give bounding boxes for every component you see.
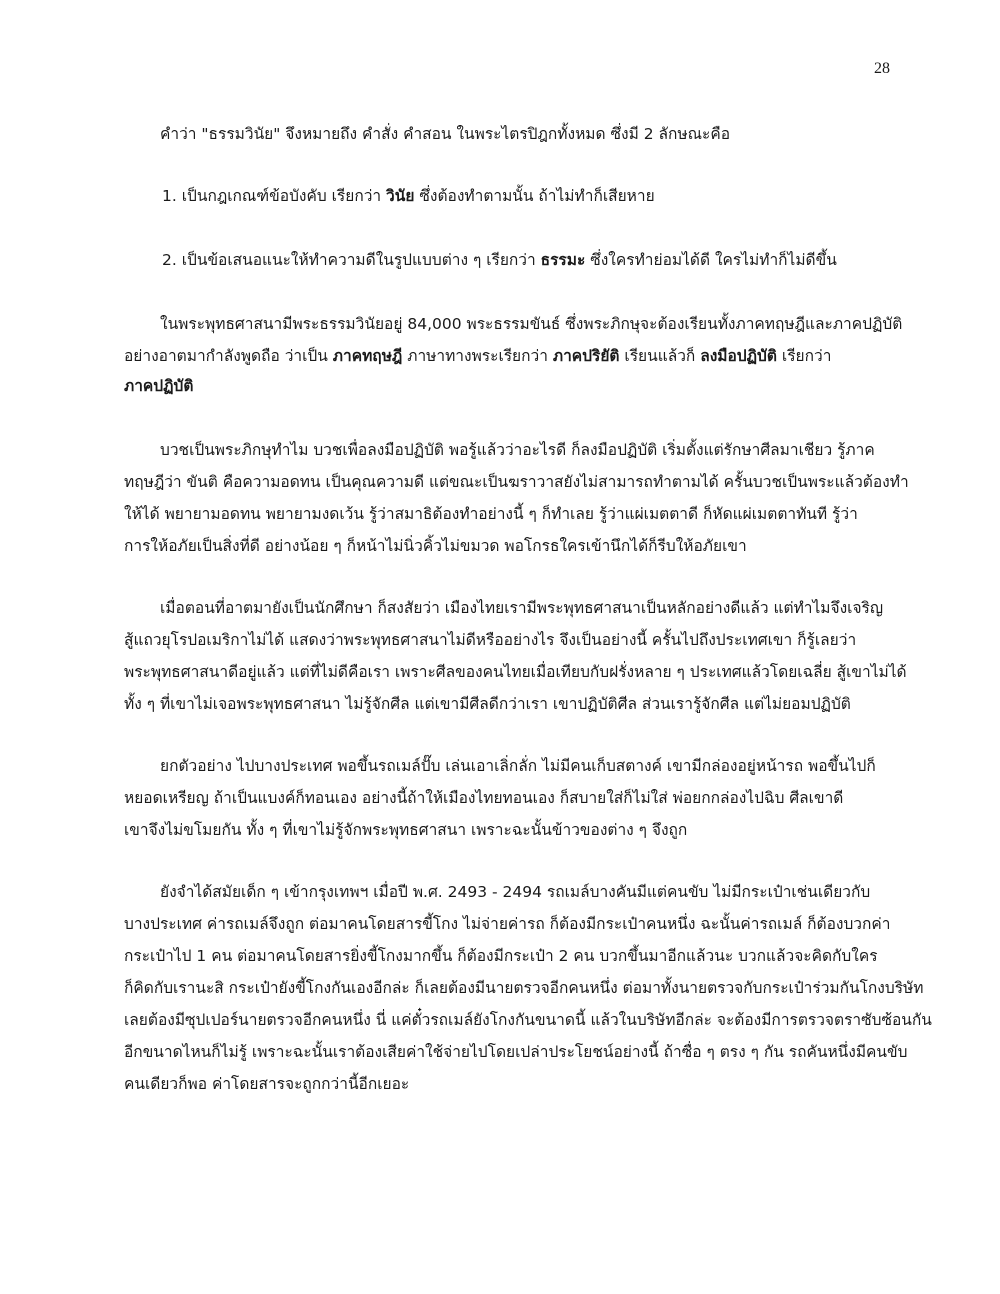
para2-line2: ทฤษฎีว่า ขันติ คือความอดทน เป็นคุณความดี แต่ขณะเป็นฆราวาสยังไม่สามารถทำตามได้ ครั้นบวชเป็นพระแล้วต้องทำ	[124, 473, 909, 491]
list-item-1-prefix: 1. เป็นกฎเกณฑ์ข้อบังคับ เรียกว่า	[162, 187, 387, 205]
page-number: 28	[874, 60, 890, 77]
para3-line1: เมื่อตอนที่อาตมายังเป็นนักศึกษา ก็สงสัยว่า เมืองไทยเรามีพระพุทธศาสนาเป็นหลักอย่างดีแล้ว แต่ทำไมจึงเจริญ	[160, 599, 884, 617]
para1-line3: ภาคปฏิบัติ	[124, 377, 194, 395]
para3-line3: พระพุทธศาสนาดีอยู่แล้ว แต่ที่ไม่ดีคือเรา เพราะศีลของคนไทยเมื่อเทียบกับฝรั่งหลาย ๆ ประเทศแล้วโดยเฉลี่ย สู้เขาไม่ได้	[124, 663, 907, 681]
para4-line1: ยกตัวอย่าง ไปบางประเทศ พอขึ้นรถเมล์ปั๊บ เล่นเอาเลิ่กลั่ก ไม่มีคนเก็บสตางค์ เขามีกล่องอยู่หน้ารถ พอขึ้นไปก็	[160, 757, 876, 775]
list-item-2	[162, 250, 922, 270]
para5-line7: คนเดียวก็พอ ค่าโดยสารจะถูกกว่านี้อีกเยอะ	[124, 1075, 410, 1093]
list-item-1-suffix: ซึ่งต้องทำตามนั้น ถ้าไม่ทำก็เสียหาย	[414, 187, 655, 205]
para5-line1: ยังจำได้สมัยเด็ก ๆ เข้ากรุงเทพฯ เมื่อปี พ.ศ. 2493 - 2494 รถเมล์บางคันมีแต่คนขับ ไม่มีกระเป๋าเช่นเดียวกับ	[160, 883, 871, 901]
para2-line3: ให้ได้ พยายามอดทน พยายามงดเว้น รู้ว่าสมาธิต้องทำอย่างนี้ ๆ ก็ทำเลย รู้ว่าแผ่เมตตาดี ก็หัดแผ่เมตตาทันที รู้ว่า	[124, 505, 858, 523]
para1-line2	[124, 346, 884, 366]
para5-line4: ก็คิดกับเรานะสิ กระเป๋ายังขี้โกงกันเองอีกล่ะ ก็เลยต้องมีนายตรวจอีกคนหนึ่ง ต่อมาทั้งนายตรวจกับกระเป๋าร่วมกันโกงบริษัท	[124, 979, 924, 997]
para5-line2: บางประเทศ ค่ารถเมล์จึงถูก ต่อมาคนโดยสารขี้โกง ไม่จ่ายค่ารถ ก็ต้องมีกระเป๋าคนหนึ่ง ฉะนั้นค่ารถเมล์ ก็ต้องบวกค่า	[124, 915, 891, 933]
para4-line2: หยอดเหรียญ ถ้าเป็นแบงค์ก็ทอนเอง อย่างนี้ถ้าให้เมืองไทยทอนเอง ก็สบายใส่ก็ไม่ใส่ พ่อยกกล่องไปฉิบ ศีลเขาดี	[124, 789, 844, 807]
para1-line2-g: เรียกว่า	[776, 347, 832, 365]
para1-line2-c: ภาษาทางพระเรียกว่า	[402, 347, 553, 365]
para1-term-theory: ภาคทฤษฎี	[332, 347, 403, 365]
para1-line2-e: เรียนแล้วก็	[619, 347, 701, 365]
para3-line2: สู้แถวยุโรปอเมริกาไม่ได้ แสดงว่าพระพุทธศาสนาไม่ดีหรืออย่างไร จึงเป็นอย่างนี้ ครั้นไปถึงประเทศเขา ก็รู้เลยว่า	[124, 631, 857, 649]
para4-line3: เขาจึงไม่ขโมยกัน ทั้ง ๆ ที่เขาไม่รู้จักพระพุทธศาสนา เพราะฉะนั้นข้าวของต่าง ๆ จึงถูก	[124, 821, 688, 839]
list-item-1-term: วินัย	[386, 187, 415, 205]
para2-line1: บวชเป็นพระภิกษุทำไม บวชเพื่อลงมือปฏิบัติ พอรู้แล้วว่าอะไรดี ก็ลงมือปฏิบัติ เริ่มตั้งแต่รักษาศีลมาเชียว รู้ภาค	[160, 441, 875, 459]
para3-line4: ทั้ง ๆ ที่เขาไม่เจอพระพุทธศาสนา ไม่รู้จักศีล แต่เขามีศีลดีกว่าเรา เขาปฏิบัติศีล ส่วนเรารู้จักศีล แต่ไม่ยอมปฏิบัติ	[124, 695, 851, 713]
para2-line4: การให้อภัยเป็นสิ่งที่ดี อย่างน้อย ๆ ก็หน้าไม่นิ่วคิ้วไม่ขมวด พอโกรธใครเข้านึกได้ก็รีบให้อภัยเขา	[124, 537, 747, 555]
para1-term-practice: ลงมือปฏิบัติ	[700, 347, 777, 365]
list-item-2-prefix: 2. เป็นข้อเสนอแนะให้ทำความดีในรูปแบบต่าง ๆ เรียกว่า	[162, 251, 541, 269]
para5-line3: กระเป๋าไป 1 คน ต่อมาคนโดยสารยิ่งขี้โกงมากขึ้น ก็ต้องมีกระเป๋า 2 คน บวกขึ้นมาอีกแล้วนะ บวกแล้วจะคิดกับใคร	[124, 947, 878, 965]
para1-term-pariyatti: ภาคปริยัติ	[552, 347, 620, 365]
para1-line1: ในพระพุทธศาสนามีพระธรรมวินัยอยู่ 84,000 พระธรรมขันธ์ ซึ่งพระภิกษุจะต้องเรียนทั้งภาคทฤษฎีและภาคปฏิบัติ	[160, 315, 903, 333]
intro-text: คำว่า "ธรรมวินัย" จึงหมายถึง คำสั่ง คำสอน ในพระไตรปิฎกทั้งหมด ซึ่งมี 2 ลักษณะคือ	[160, 125, 731, 143]
para5-line5: เลยต้องมีซุปเปอร์นายตรวจอีกคนหนึ่ง นี่ แค่ตั๋วรถเมล์ยังโกงกันขนาดนี้ แล้วในบริษัทอีกล่ะ จะต้องมีการตรวจตราซับซ้อนกัน	[124, 1011, 932, 1029]
para5-line6: อีกขนาดไหนก็ไม่รู้ เพราะฉะนั้นเราต้องเสียค่าใช้จ่ายไปโดยเปล่าประโยชน์อย่างนี้ ถ้าซื่อ ๆ ตรง ๆ กัน รถคันหนึ่งมีคนขับ	[124, 1043, 908, 1061]
list-item-2-term: ธรรมะ	[540, 251, 586, 269]
para1-line2-a: อย่างอาตมากำลังพูดถือ ว่าเป็น	[124, 347, 333, 365]
list-item-2-suffix: ซึ่งใครทำย่อมได้ดี ใครไม่ทำก็ไม่ดีขึ้น	[585, 251, 837, 269]
list-item-1	[162, 186, 922, 206]
